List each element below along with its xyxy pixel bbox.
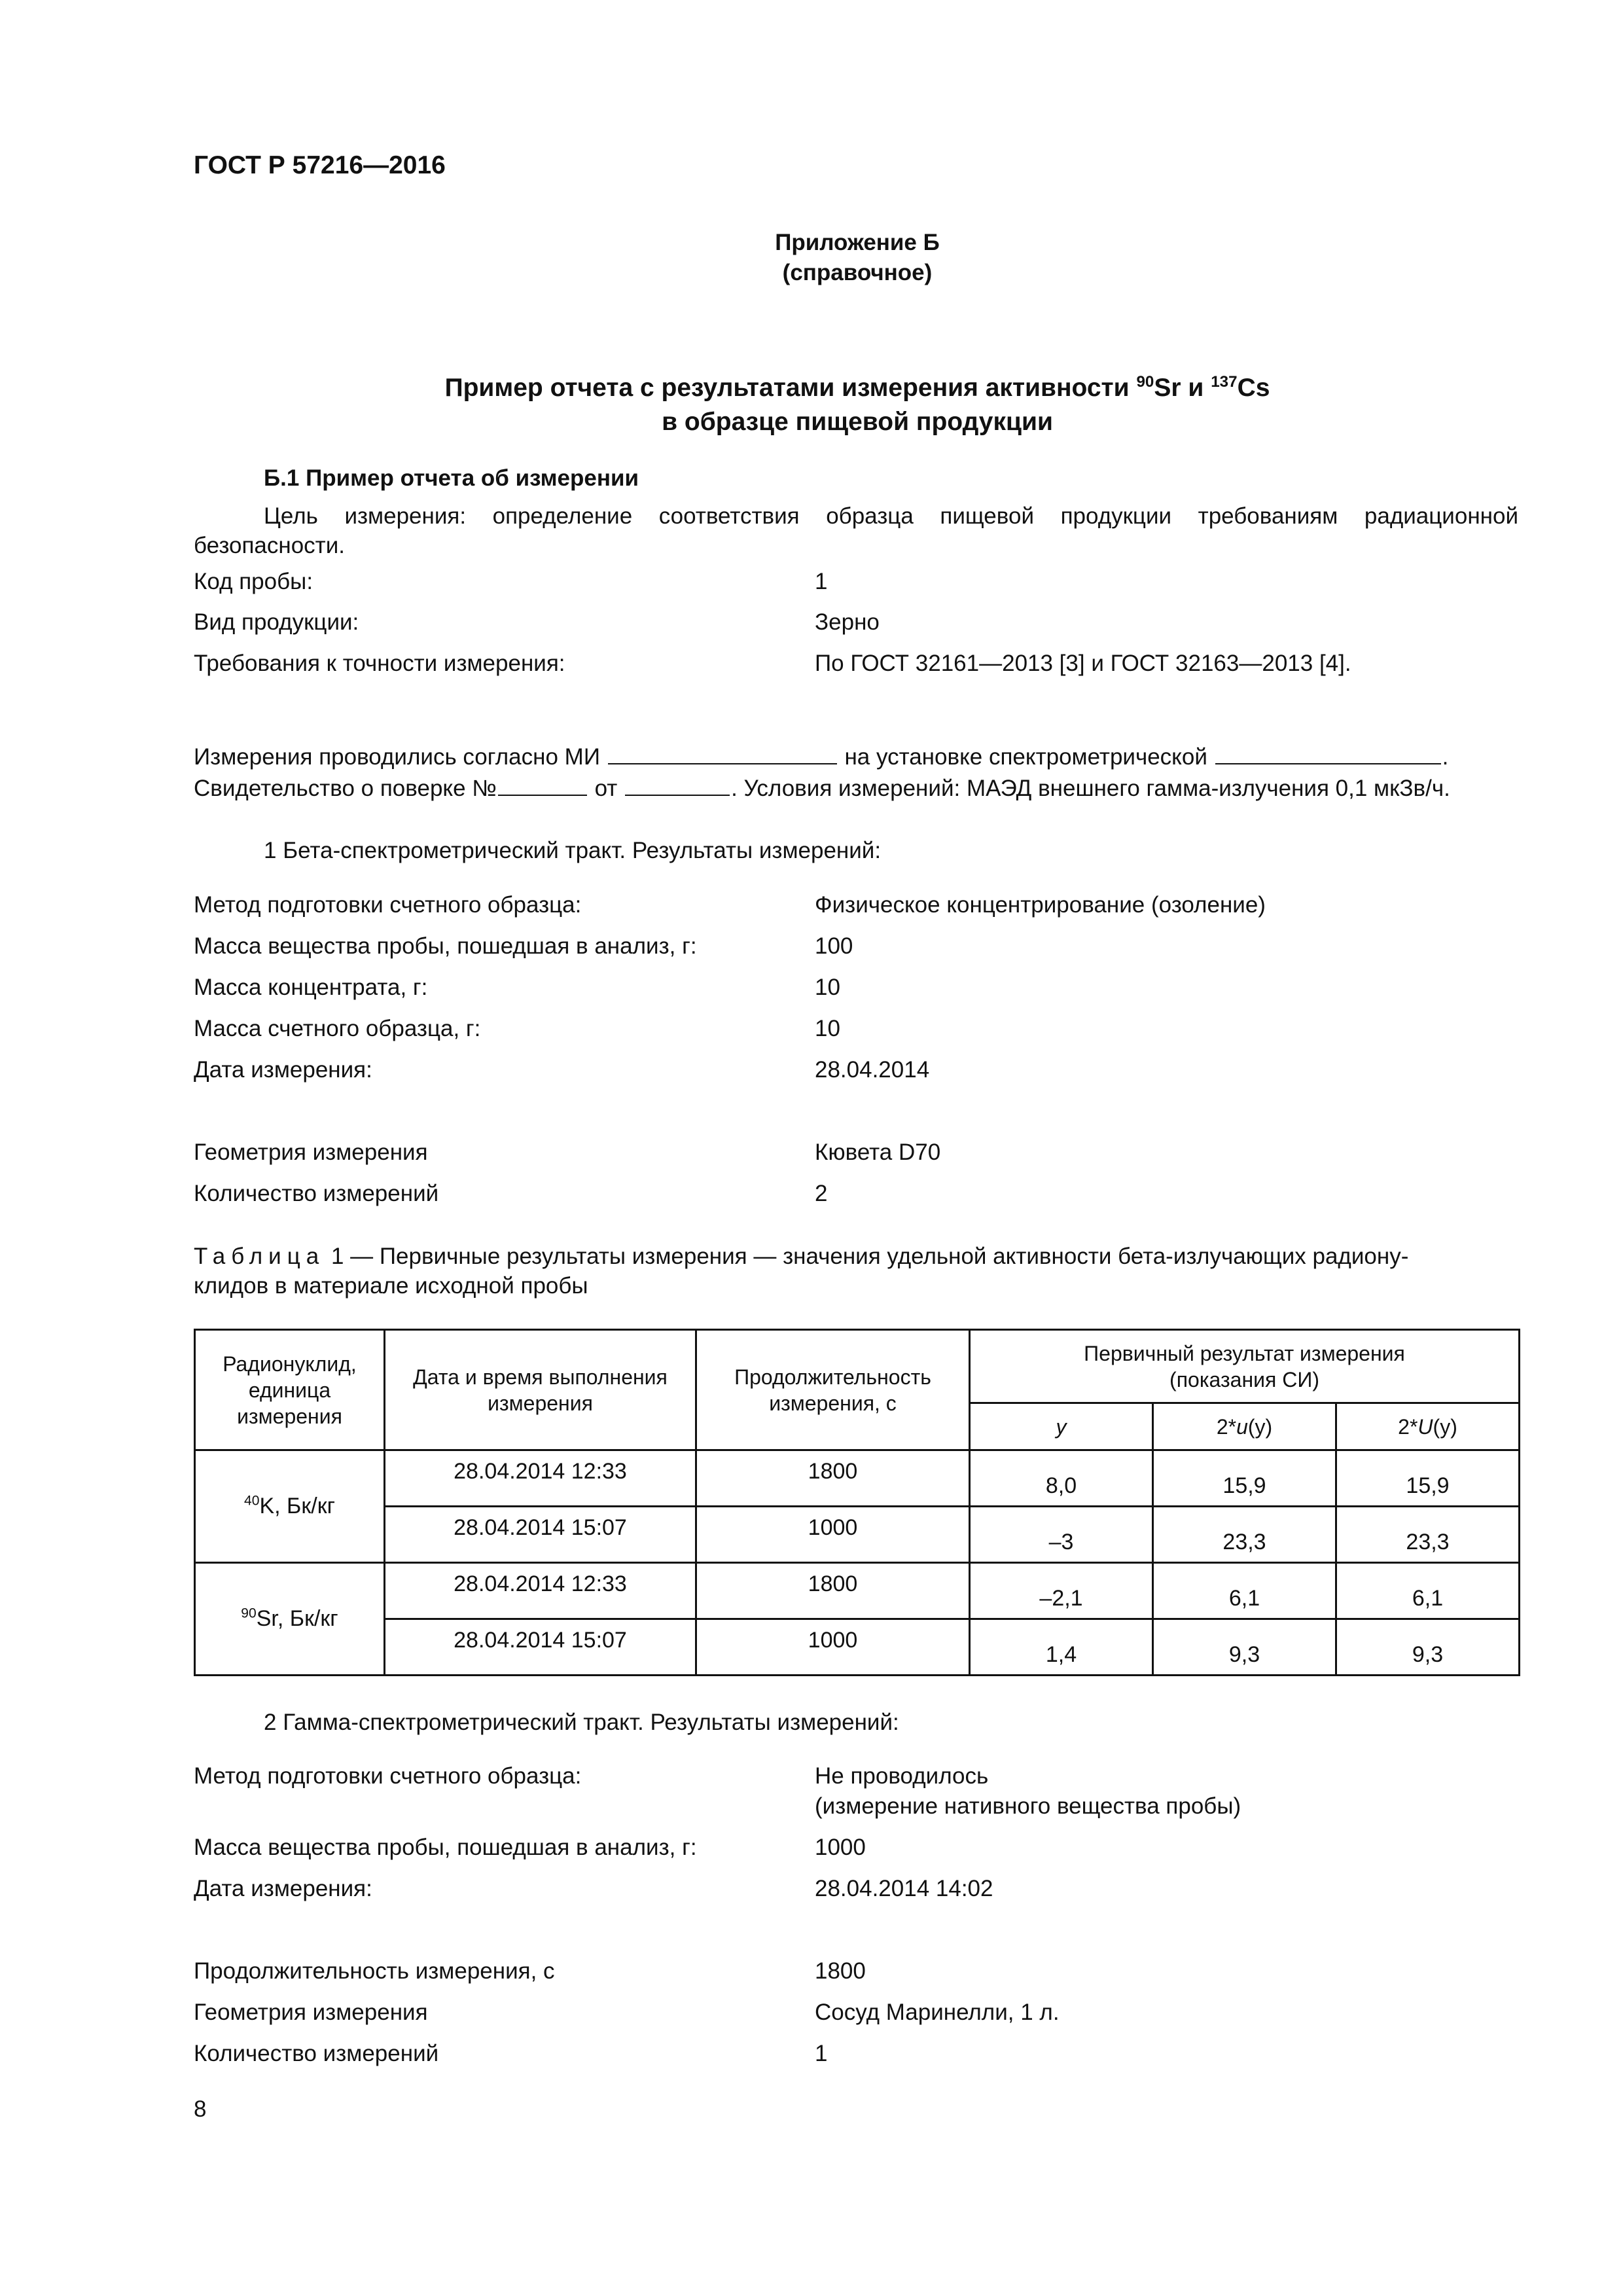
value-sample-code: 1 xyxy=(815,569,828,594)
table-row xyxy=(195,1563,1520,1619)
purpose-line-1: Цель измерения: определение соответствия образца пищевой продукции требованиям радиационной xyxy=(264,503,1518,529)
nuclide-cell-k40 xyxy=(195,1450,385,1563)
value-product-type: Зерно xyxy=(815,609,880,635)
certificate-label: Свидетельство о поверке № xyxy=(194,776,497,801)
cell-y: 1,4 xyxy=(970,1619,1153,1676)
section-b1-heading: Б.1 Пример отчета об измерении xyxy=(264,465,639,491)
appendix-note: (справочное) xyxy=(782,260,933,285)
th-U-suffix: (y) xyxy=(1433,1414,1457,1439)
cell-u: 9,3 xyxy=(1153,1619,1336,1676)
th-datetime-l1: Дата и время выполнения xyxy=(413,1365,668,1389)
cell-U: 15,9 xyxy=(1336,1450,1520,1507)
report-title-line1 xyxy=(0,372,1623,404)
beta-value-count-sample: 10 xyxy=(815,1016,840,1041)
cell-duration: 1000 xyxy=(696,1619,970,1676)
th-U xyxy=(1336,1403,1520,1450)
gamma-value-mass: 1000 xyxy=(815,1835,866,1860)
th-U-var: U xyxy=(1418,1414,1433,1439)
conditions-line-2 xyxy=(194,774,1450,804)
mi-blank xyxy=(608,744,837,764)
gamma-value-method-l1: Не проводилось xyxy=(815,1763,989,1789)
nuclide-sr90-sup: 90 xyxy=(241,1605,257,1621)
th-U-prefix: 2* xyxy=(1398,1414,1418,1439)
beta-label-mass: Масса вещества пробы, пошедшая в анализ, г: xyxy=(194,933,697,959)
beta-label-method: Метод подготовки счетного образца: xyxy=(194,892,582,918)
beta-heading: 1 Бета-спектрометрический тракт. Результаты измерений: xyxy=(264,838,882,863)
th-nuclide-l1: Радионуклид, xyxy=(223,1352,357,1376)
table-caption-word: Таблица xyxy=(194,1244,325,1269)
th-primary-l2: (показания СИ) xyxy=(1169,1367,1319,1391)
conditions-mi-label: Измерения проводились согласно МИ xyxy=(194,744,600,770)
cell-u: 6,1 xyxy=(1153,1563,1336,1619)
cell-U: 9,3 xyxy=(1336,1619,1520,1676)
beta-value-count: 2 xyxy=(815,1181,828,1206)
nuclide-cell-sr90 xyxy=(195,1563,385,1676)
th-u-prefix: 2* xyxy=(1216,1414,1237,1439)
report-title-line2: в образце пищевой продукции xyxy=(662,408,1053,436)
nuclide-k40-label: K, Бк/кг xyxy=(259,1494,335,1518)
cell-duration: 1800 xyxy=(696,1563,970,1619)
table-header-row-1 xyxy=(195,1330,1520,1403)
th-duration-l2: измерения, с xyxy=(769,1391,897,1415)
th-primary-result xyxy=(970,1330,1520,1403)
th-u xyxy=(1153,1403,1336,1450)
th-u-var: u xyxy=(1236,1414,1248,1439)
gamma-value-date: 28.04.2014 14:02 xyxy=(815,1876,993,1901)
page-number: 8 xyxy=(194,2096,207,2122)
cell-U: 6,1 xyxy=(1336,1563,1520,1619)
installation-blank xyxy=(1215,744,1441,764)
title-and: и xyxy=(1181,374,1211,402)
beta-label-concentrate: Масса концентрата, г: xyxy=(194,975,428,1000)
cell-u: 15,9 xyxy=(1153,1450,1336,1507)
cell-y: –3 xyxy=(970,1507,1153,1563)
th-y-var: y xyxy=(1056,1414,1067,1439)
table-caption-line-1 xyxy=(194,1242,1408,1272)
cell-datetime: 28.04.2014 15:07 xyxy=(385,1619,696,1676)
th-nuclide xyxy=(195,1330,385,1450)
th-datetime xyxy=(385,1330,696,1450)
th-y xyxy=(970,1403,1153,1450)
gamma-value-method-l2: (измерение нативного вещества пробы) xyxy=(815,1793,1241,1819)
value-accuracy-req: По ГОСТ 32161—2013 [3] и ГОСТ 32163—2013 [4]. xyxy=(815,651,1351,676)
th-u-suffix: (y) xyxy=(1247,1414,1273,1439)
conditions-period: . xyxy=(1442,744,1449,770)
results-table xyxy=(194,1329,1520,1676)
th-duration-l1: Продолжительность xyxy=(734,1365,931,1389)
table-row xyxy=(195,1507,1520,1563)
cell-duration: 1000 xyxy=(696,1507,970,1563)
beta-value-geometry: Кювета D70 xyxy=(815,1139,941,1165)
gamma-value-count: 1 xyxy=(815,2041,828,2066)
beta-label-count-sample: Масса счетного образца, г: xyxy=(194,1016,481,1041)
title-sup-1: 90 xyxy=(1136,373,1154,391)
cell-datetime: 28.04.2014 12:33 xyxy=(385,1563,696,1619)
conditions-line-1 xyxy=(194,742,1448,772)
certificate-date-label: от xyxy=(594,776,618,801)
beta-label-count: Количество измерений xyxy=(194,1181,439,1206)
nuclide-k40-sup: 40 xyxy=(244,1493,260,1509)
th-primary-l1: Первичный результат измерения xyxy=(1084,1341,1405,1365)
cell-y: 8,0 xyxy=(970,1450,1153,1507)
th-datetime-l2: измерения xyxy=(488,1391,593,1415)
gamma-label-mass: Масса вещества пробы, пошедшая в анализ, г: xyxy=(194,1835,697,1860)
beta-label-geometry: Геометрия измерения xyxy=(194,1139,428,1165)
gamma-label-method: Метод подготовки счетного образца: xyxy=(194,1763,582,1789)
cell-y: –2,1 xyxy=(970,1563,1153,1619)
gamma-value-geometry: Сосуд Маринелли, 1 л. xyxy=(815,2000,1060,2025)
cell-duration: 1800 xyxy=(696,1450,970,1507)
label-accuracy-req: Требования к точности измерения: xyxy=(194,651,565,676)
beta-value-method: Физическое концентрирование (озоление) xyxy=(815,892,1266,918)
gamma-label-geometry: Геометрия измерения xyxy=(194,2000,428,2025)
gamma-label-duration: Продолжительность измерения, с xyxy=(194,1958,555,1984)
table-caption-line-2: клидов в материале исходной пробы xyxy=(194,1273,588,1299)
label-sample-code: Код пробы: xyxy=(194,569,313,594)
certificate-date-blank xyxy=(625,775,730,796)
table-row xyxy=(195,1619,1520,1676)
certificate-number-blank xyxy=(498,775,587,796)
beta-value-concentrate: 10 xyxy=(815,975,840,1000)
measurement-conditions-text: . Условия измерений: МАЭД внешнего гамма-излучения 0,1 мкЗв/ч. xyxy=(731,776,1450,801)
nuclide-sr90-label: Sr, Бк/кг xyxy=(256,1606,338,1631)
cell-datetime: 28.04.2014 15:07 xyxy=(385,1507,696,1563)
beta-value-mass: 100 xyxy=(815,933,853,959)
purpose-line-2: безопасности. xyxy=(194,533,345,558)
conditions-installation-label: на установке спектрометрической xyxy=(844,744,1207,770)
table-row xyxy=(195,1450,1520,1507)
beta-value-date: 28.04.2014 xyxy=(815,1057,930,1083)
document-code: ГОСТ Р 57216—2016 xyxy=(194,151,446,179)
cell-U: 23,3 xyxy=(1336,1507,1520,1563)
cell-u: 23,3 xyxy=(1153,1507,1336,1563)
label-product-type: Вид продукции: xyxy=(194,609,359,635)
gamma-heading: 2 Гамма-спектрометрический тракт. Результаты измерений: xyxy=(264,1710,899,1735)
gamma-value-duration: 1800 xyxy=(815,1958,866,1984)
gamma-label-count: Количество измерений xyxy=(194,2041,439,2066)
title-nuclide-1: Sr xyxy=(1154,374,1181,402)
title-nuclide-2: Cs xyxy=(1237,374,1270,402)
table-caption-text: 1 — Первичные результаты измерения — значения удельной активности бета-излучающих радиону- xyxy=(325,1244,1409,1269)
title-text-a: Пример отчета с результатами измерения активности xyxy=(444,374,1137,402)
gamma-label-date: Дата измерения: xyxy=(194,1876,372,1901)
beta-label-date: Дата измерения: xyxy=(194,1057,372,1083)
title-sup-2: 137 xyxy=(1211,373,1238,391)
cell-datetime: 28.04.2014 12:33 xyxy=(385,1450,696,1507)
appendix-title: Приложение Б xyxy=(775,230,940,255)
th-nuclide-l3: измерения xyxy=(237,1404,342,1428)
th-nuclide-l2: единица xyxy=(248,1378,331,1402)
th-duration xyxy=(696,1330,970,1450)
